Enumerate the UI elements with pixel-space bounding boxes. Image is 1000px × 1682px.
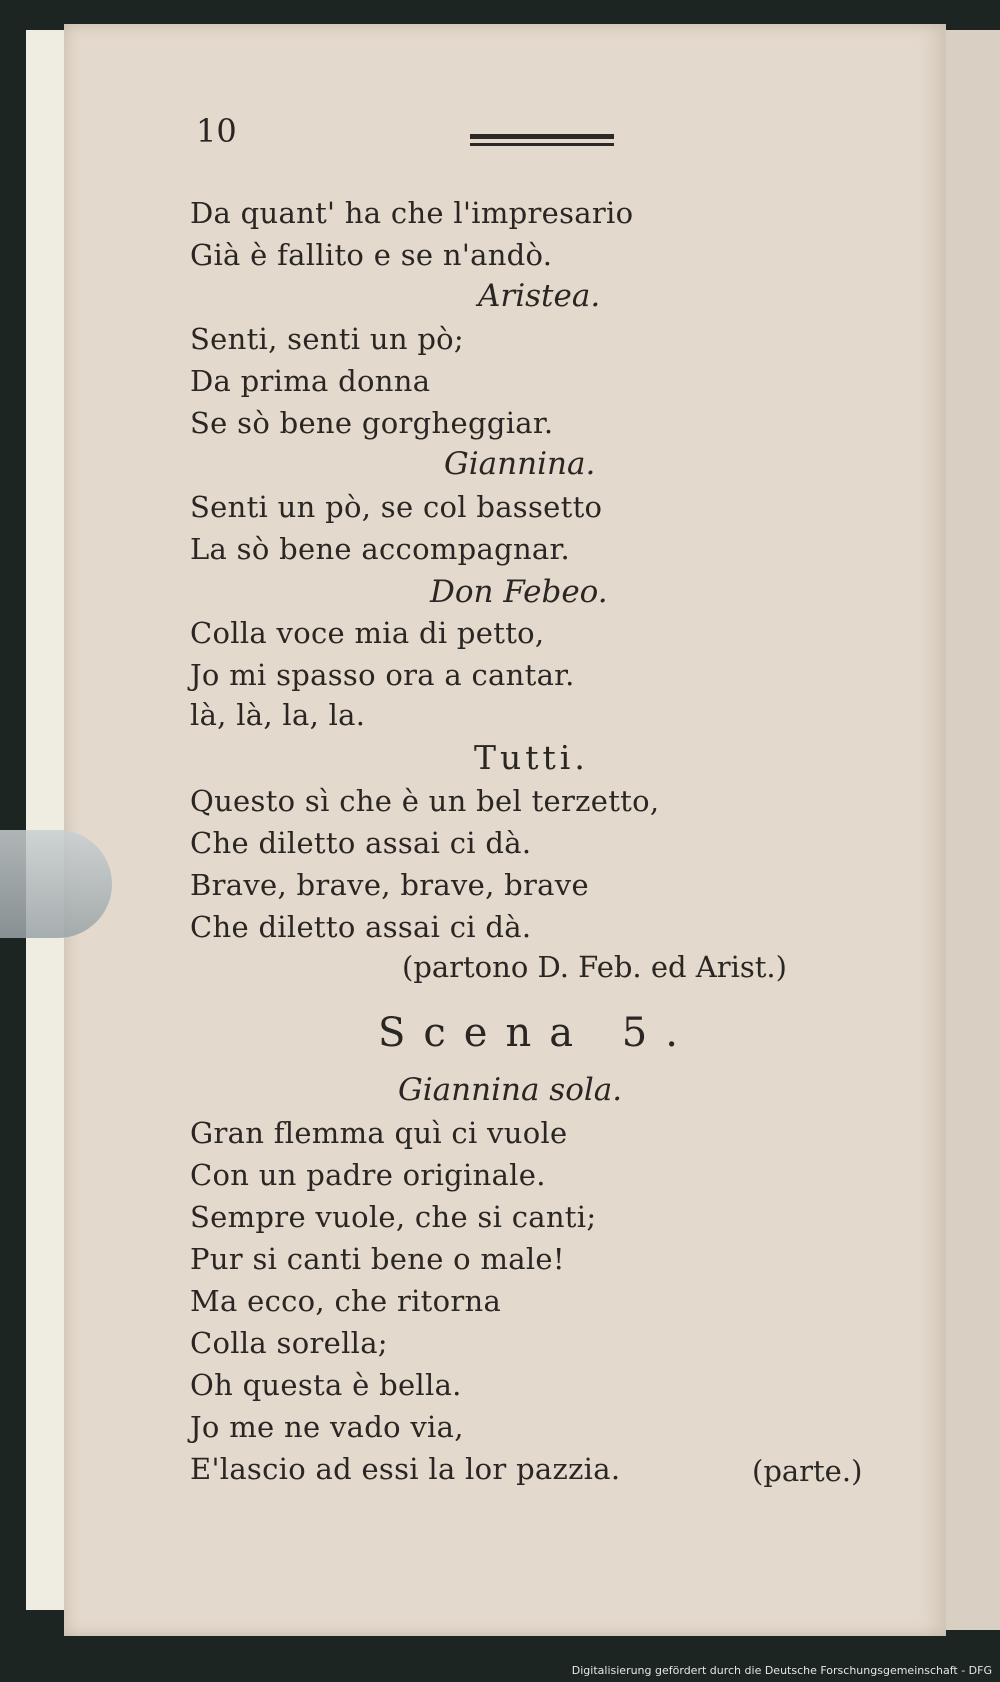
- verse-line: Da prima donna: [190, 364, 431, 398]
- verse-line: là, là, la, la.: [190, 698, 366, 732]
- verse-line: Che diletto assai ci dà.: [190, 910, 532, 944]
- speaker-name: Tutti.: [474, 738, 589, 777]
- speaker-name: Don Febeo.: [430, 574, 608, 610]
- verse-line: Che diletto assai ci dà.: [190, 826, 532, 860]
- verse-line: Colla voce mia di petto,: [190, 616, 545, 650]
- stage-direction: (partono D. Feb. ed Arist.): [402, 950, 787, 984]
- scene-subtitle: Giannina sola.: [398, 1072, 623, 1108]
- verse-line: Pur si canti bene o male!: [190, 1242, 565, 1276]
- verse-line: Se sò bene gorgheggiar.: [190, 406, 554, 440]
- stage-direction: (parte.): [752, 1454, 863, 1488]
- verse-line: Senti un pò, se col bassetto: [190, 490, 603, 524]
- verse-line: Gran flemma quì ci vuole: [190, 1116, 568, 1150]
- verse-line: Brave, brave, brave, brave: [190, 868, 589, 902]
- digitization-credit: Digitalisierung gefördert durch die Deutsche Forschungsgemeinschaft - DFG: [571, 1664, 992, 1677]
- page-clip-tab: [0, 830, 112, 938]
- header-rule: [470, 134, 614, 139]
- verse-line: Da quant' ha che l'impresario: [190, 196, 634, 230]
- verse-line: Questo sì che è un bel terzetto,: [190, 784, 660, 818]
- speaker-name: Giannina.: [444, 446, 596, 482]
- speaker-name: Aristea.: [478, 278, 601, 314]
- page-number: 10: [196, 112, 237, 150]
- verse-line: E'lascio ad essi la lor pazzia.: [190, 1452, 621, 1486]
- verse-line: La sò bene accompagnar.: [190, 532, 571, 566]
- header-rule-thin: [470, 143, 614, 146]
- verse-line: Oh questa è bella.: [190, 1368, 462, 1402]
- book-cover-edge: [26, 30, 66, 1610]
- verse-line: Senti, senti un pò;: [190, 322, 465, 356]
- verse-line: Colla sorella;: [190, 1326, 388, 1360]
- verse-line: Jo me ne vado via,: [190, 1410, 464, 1444]
- scene-heading: Scena 5.: [378, 1010, 696, 1056]
- verse-line: Con un padre originale.: [190, 1158, 546, 1192]
- verse-line: Già è fallito e se n'andò.: [190, 238, 553, 272]
- verse-line: Ma ecco, che ritorna: [190, 1284, 502, 1318]
- verse-line: Jo mi spasso ora a cantar.: [190, 658, 575, 692]
- facing-page-edge: [946, 30, 1000, 1630]
- verse-line: Sempre vuole, che si canti;: [190, 1200, 597, 1234]
